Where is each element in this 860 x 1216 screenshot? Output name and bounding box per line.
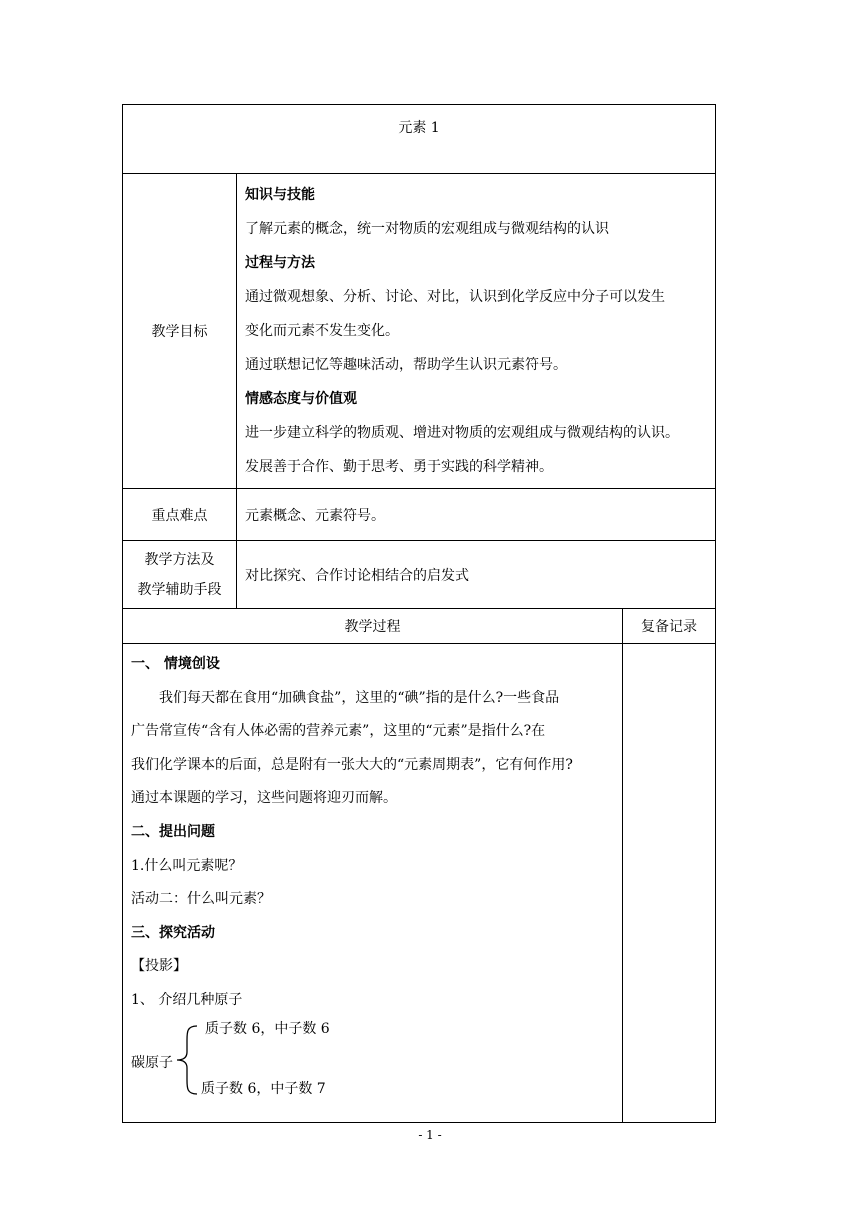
methods-content	[237, 541, 716, 609]
process-header: 教学过程	[123, 609, 623, 644]
process-content	[123, 644, 623, 1123]
notes-header: 复备记录	[623, 609, 716, 644]
brace-icon	[175, 1024, 201, 1096]
atom-label: 碳原子	[131, 1054, 173, 1071]
lesson-plan-table	[122, 104, 716, 1123]
intro-line: 1、 介绍几种原子	[131, 991, 243, 1008]
objective-heading: 情感态度与价值观	[245, 391, 357, 407]
page-number: - 1 -	[418, 1128, 442, 1142]
isotope-c13: 质子数 6，中子数 7	[201, 1080, 326, 1097]
isotope-c12: 质子数 6，中子数 6	[205, 1020, 330, 1037]
objective-line: 变化而元素不发生变化。	[245, 323, 399, 339]
paragraph-line: 我们化学课本的后面，总是附有一张大大的“元素周期表”，它有何作用?	[131, 756, 573, 773]
notes-content	[623, 644, 716, 1123]
paragraph-line: 我们每天都在食用“加碘食盐”，这里的“碘”指的是什么?一些食品	[159, 689, 560, 706]
paragraph-line: 通过本课题的学习，这些问题将迎刃而解。	[131, 790, 397, 807]
objective-line: 了解元素的概念，统一对物质的宏观组成与微观结构的认识	[245, 221, 609, 237]
section-title: 二、提出问题	[131, 823, 215, 840]
title-cell	[123, 105, 716, 174]
objective-line: 进一步建立科学的物质观、增进对物质的宏观组成与微观结构的认识。	[245, 425, 679, 441]
methods-value: 对比探究、合作讨论相结合的启发式	[245, 567, 469, 584]
projection-label: 【投影】	[131, 958, 187, 975]
methods-label-line2: 教学辅助手段	[137, 581, 222, 598]
objective-heading: 知识与技能	[245, 187, 315, 203]
objectives-content	[237, 174, 716, 489]
key-points-label: 重点难点	[123, 489, 237, 541]
objective-line: 通过联想记忆等趣味活动，帮助学生认识元素符号。	[245, 357, 567, 373]
lesson-title: 元素 1	[398, 120, 440, 136]
objective-line: 发展善于合作、勤于思考、勇于实践的科学精神。	[245, 459, 553, 475]
key-points-value: 元素概念、元素符号。	[245, 507, 385, 524]
question-line: 1.什么叫元素呢？	[131, 857, 243, 874]
paragraph-line: 广告常宣传“含有人体必需的营养元素”，这里的“元素”是指什么?在	[131, 723, 546, 740]
carbon-atom-diagram	[131, 1018, 614, 1122]
key-points-content	[237, 489, 716, 541]
section-title: 三、探究活动	[131, 924, 215, 941]
section-title: 一、 情境创设	[131, 656, 220, 672]
objective-heading: 过程与方法	[245, 255, 315, 271]
activity-line: 活动二：什么叫元素？	[131, 891, 271, 908]
objective-line: 通过微观想象、分析、讨论、对比，认识到化学反应中分子可以发生	[245, 289, 665, 305]
objectives-label: 教学目标	[123, 174, 237, 489]
methods-label-line1: 教学方法及	[144, 551, 215, 568]
methods-label	[123, 541, 237, 609]
